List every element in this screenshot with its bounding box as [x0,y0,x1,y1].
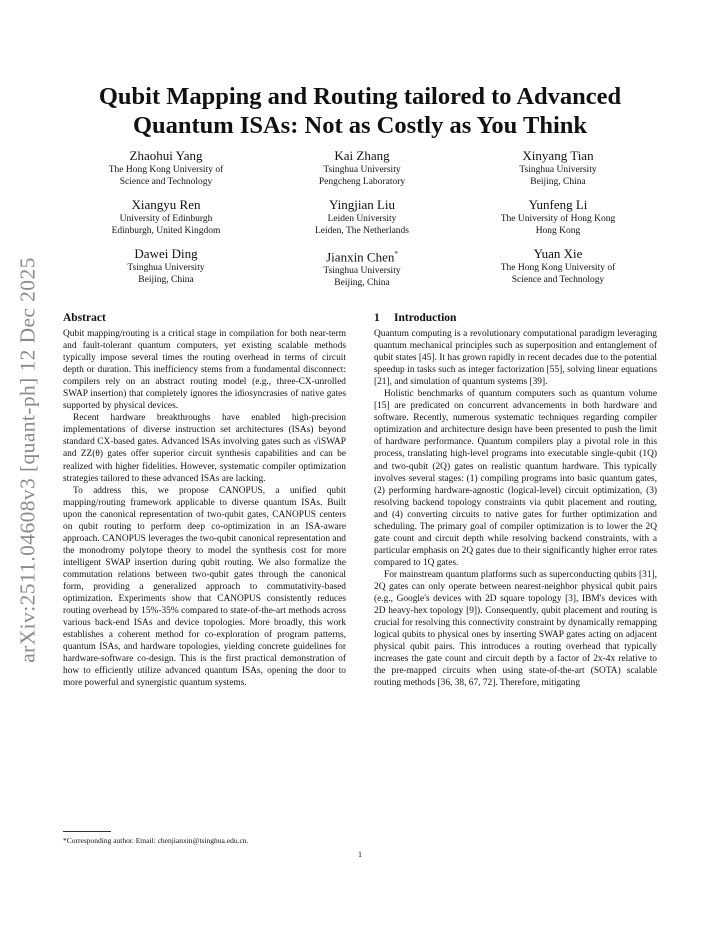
author-affiliation: Tsinghua University [323,266,401,277]
author-affiliation: Beijing, China [334,278,390,289]
author-name: Xinyang Tian [522,148,594,163]
section-title: Introduction [394,312,457,324]
author-affiliation: Leiden University [327,214,397,224]
author-name: Yingjian Liu [328,197,396,212]
paper-title: Qubit Mapping and Routing tailored to Advanced Quantum ISAs: Not as Costly as You Think [98,83,622,139]
author-affiliation: Beijing, China [138,275,194,285]
author-affiliation: The Hong Kong University of [500,263,616,273]
footnote-rule [63,831,111,832]
author-affiliation: Tsinghua University [323,165,401,175]
author-affiliation: Tsinghua University [519,165,597,175]
author-name: Xiangyu Ren [131,197,201,212]
abstract-paragraph: Qubit mapping/routing is a critical stage in compilation for both near-term and fault-tolerant quantum computers, yet existing scalable methods typically impose several times the routing overhead in terms of circuit depth or duration. This inefficiency stems from a fundamental disconnect: compilers rely on an abstract routing model (e.g., three-CX-unrolled SWAP insertion) that completely ignores the idiosyncrasies of native gates supported by physical devices. [63,329,346,412]
author-affiliation: Science and Technology [511,275,605,285]
abstract-column [63,311,346,689]
abstract-heading: Abstract [63,312,106,324]
author [460,246,656,289]
author-name: Jianxin Chen* [326,249,398,265]
author-affiliation: Beijing, China [530,177,586,187]
author [264,246,460,289]
abstract-paragraph: To address this, we propose CANOPUS, a unified qubit mapping/routing framework applicable to diverse quantum ISAs. Built upon the canonical representation of two-qubit gates, CANOPUS centers on qubit routing to perform deep co-optimization in an ISA-aware approach. CANOPUS leverages the two-qubit canonical representation and the monodromy polytope theory to model the synthesis cost for more intelligent SWAP insertion during qubit routing. We also formalize the commutation relations between two-qubit gates through the canonical form, providing a generalized approach to commutativity-based optimization. Experiments show that CANOPUS consistently reduces routing overhead by 15%-35% compared to state-of-the-art methods across various back-end ISAs and device topologies. More broadly, this work establishes a coherent method for co-exploration of program patterns, quantum ISAs, and hardware topologies, yielding concrete guidelines for hardware-software co-design. This is the first practical demonstration of how to efficiently utilize advanced quantum ISAs, opening the door to more powerful and synergistic quantum systems. [63,485,346,689]
abstract-paragraph: Recent hardware breakthroughs have enabled high-precision implementations of diverse instruction set architectures (ISAs) beyond standard CX-based gates. Advanced ISAs involving gates such as √iSWAP and ZZ(θ) gates offer superior circuit synthesis capabilities and can be realized with higher fidelities. However, systematic compiler optimization strategies tailored to these advanced ISAs are lacking. [63,413,346,484]
author-affiliation: The University of Hong Kong [500,214,616,224]
author [460,148,656,188]
author [68,246,264,289]
author-name: Yunfeng Li [528,197,588,212]
author-name: Dawei Ding [134,246,198,261]
author-affiliation: University of Edinburgh [119,214,213,224]
author-name: Kai Zhang [334,148,390,163]
introduction-column [374,311,657,689]
author [264,197,460,237]
author-name: Yuan Xie [533,246,583,261]
author-affiliation: The Hong Kong University of [108,165,224,175]
intro-paragraph: Holistic benchmarks of quantum computers such as quantum volume [15] are predicated on concurrent advancements in both hardware and software. Recently, numerous systematic techniques regarding compiler optimization and architecture design have been presented to push the limit of hardware performance. Quantum compilers play a pivotal role in this process, translating high-level programs into executable single-qubit (1Q) and two-qubit (2Q) gates on realistic quantum hardware. This typically involves several stages: (1) compiling programs into basic quantum gates, (2) performing hardware-agnostic (logical-level) circuit optimization, (3) resolving backend topology constraints via qubit placement and routing, and (4) converting circuits to native gates for further optimization and scheduling. The primary goal of compiler optimization is to lower the 2Q gate count and circuit depth while resolving backend constraints, with a particular emphasis on 2Q gates due to their significantly higher error rates compared to 1Q gates. [374,389,657,568]
author-row [68,197,656,237]
footnote: *Corresponding author. Email: chenjianxin@tsinghua.edu.cn. [63,836,249,845]
corresponding-author-mark: * [394,250,398,258]
author-block [68,148,656,298]
author-affiliation: Tsinghua University [127,263,205,273]
author-row [68,246,656,289]
section-heading [374,311,657,325]
author-affiliation: Pengcheng Laboratory [318,177,406,187]
author-affiliation: Leiden, The Netherlands [315,226,409,236]
author-name: Zhaohui Yang [129,148,203,163]
author [460,197,656,237]
author [68,197,264,237]
page-number: 1 [358,850,362,859]
intro-paragraph: For mainstream quantum platforms such as superconducting qubits [31], 2Q gates can only operate between nearest-neighbor physical qubit pairs (e.g., Google's devices with 2D square topology [3], IBM's devices with 2D heavy-hex topology [9]). Consequently, qubit placement and routing is crucial for resolving this connectivity constraint by dynamically remapping logical qubits to physical ones by inserting SWAP gates acting on adjacent physical qubit pairs. This introduces a routing overhead that typically increases the gate count and circuit depth by a factor of 2x-4x relative to the pre-mapped circuits when using state-of-the-art (SOTA) scalable routing methods [36, 38, 67, 72]. Therefore, mitigating [374,569,657,689]
author [264,148,460,188]
author-affiliation: Edinburgh, United Kingdom [111,226,221,236]
intro-paragraph: Quantum computing is a revolutionary computational paradigm leveraging quantum mechanical principles such as superposition and entanglement of qubit states [45]. It has grown rapidly in recent decades due to the potential speedup in tasks such as integer factorization [55], solving linear equations [21], and simulation of quantum systems [39]. [374,329,657,388]
author-affiliation: Hong Kong [535,226,581,236]
arxiv-id: arXiv:2511.04608v3 [quant-ph] 12 Dec 2025 [15,257,40,663]
section-number: 1 [374,312,380,324]
author [68,148,264,188]
author-row [68,148,656,188]
arxiv-stamp [6,250,50,670]
author-affiliation: Science and Technology [119,177,213,187]
